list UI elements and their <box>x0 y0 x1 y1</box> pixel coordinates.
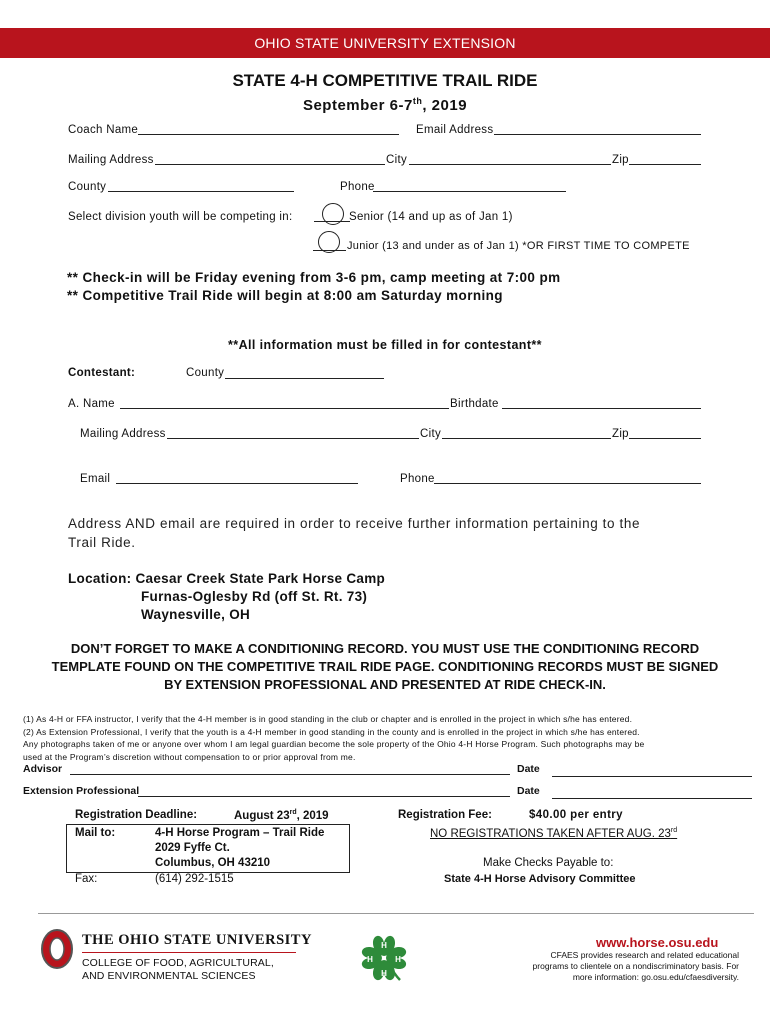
svg-text:H: H <box>395 955 401 964</box>
deadline-label: Registration Deadline: <box>75 809 198 821</box>
contestant-name-field[interactable] <box>120 408 449 409</box>
start-note: ** Competitive Trail Ride will begin at 8:00 am Saturday morning <box>67 288 503 303</box>
coach-mailing-label: Mailing Address <box>68 154 154 166</box>
contestant-zip-field[interactable] <box>629 438 701 439</box>
coach-phone-field[interactable] <box>373 191 566 192</box>
contestant-required-note: **All information must be filled in for contestant** <box>228 338 542 352</box>
coach-phone-label: Phone <box>340 181 375 193</box>
advisor-date-label: Date <box>517 763 540 775</box>
contestant-zip-label: Zip <box>612 428 629 440</box>
coach-zip-field[interactable] <box>629 164 701 165</box>
osu-block-o-logo <box>40 928 74 970</box>
four-h-clover-icon <box>358 932 410 984</box>
contestant-phone-field[interactable] <box>434 483 701 484</box>
extension-signature-field[interactable] <box>138 796 510 797</box>
advisor-label: Advisor <box>23 763 63 775</box>
contestant-name-label: A. Name <box>68 398 115 410</box>
coach-email-label: Email Address <box>416 124 494 136</box>
contestant-email-label: Email <box>80 473 111 485</box>
advisor-date-field[interactable] <box>552 776 752 777</box>
contestant-city-label: City <box>420 428 442 440</box>
senior-line <box>314 221 350 222</box>
college-name-line2: AND ENVIRONMENTAL SCIENCES <box>82 970 256 982</box>
contestant-mailing-label: Mailing Address <box>80 428 166 440</box>
extension-date-field[interactable] <box>552 798 752 799</box>
division-prompt: Select division youth will be competing in: <box>68 211 293 223</box>
contestant-city-field[interactable] <box>442 438 611 439</box>
verification-statement: (1) As 4-H or FFA instructor, I verify that the 4-H member is in good standing in the club or chapter and is enrolled in the project in which s/he has entered. (2) As Extension Professional, I verify that the youth is a 4-H member in good standing in the county and is enrolled in the project in which s/he has entered. Any photographs taken of me or anyone over whom I am legal guardian become the sole property of the Ohio 4-H Horse Program. Such photographs may be used at the Program’s discretion without compensation to or prior approval from me. <box>23 714 645 762</box>
address-note-continued: Trail Ride. <box>68 535 136 550</box>
footer-divider <box>38 913 754 914</box>
no-registrations-note: NO REGISTRATIONS TAKEN AFTER AUG. 23rd <box>430 827 678 840</box>
conditioning-warning: DON’T FORGET TO MAKE A CONDITIONING RECORD. YOU MUST USE THE CONDITIONING RECORD TEMPLATE FOUND ON THE COMPETITIVE TRAIL RIDE PAGE. CONDITIONING RECORDS MUST BE SIGNED BY EXTENSION PROFESSIONAL AND PRESENTED AT RIDE CHECK-IN. <box>51 641 719 692</box>
fax-number: (614) 292-1515 <box>155 873 234 885</box>
extension-banner: OHIO STATE UNIVERSITY EXTENSION <box>0 28 770 58</box>
page-title: STATE 4-H COMPETITIVE TRAIL RIDE <box>232 71 538 90</box>
coach-city-field[interactable] <box>409 164 611 165</box>
coach-county-label: County <box>68 181 107 193</box>
mail-to-label: Mail to: <box>75 827 116 839</box>
contestant-birthdate-field[interactable] <box>502 408 701 409</box>
fee-label: Registration Fee: <box>398 809 492 821</box>
extension-date-label: Date <box>517 785 540 797</box>
contestant-mailing-field[interactable] <box>167 438 419 439</box>
contestant-phone-label: Phone <box>400 473 435 485</box>
coach-county-field[interactable] <box>108 191 294 192</box>
college-name-line1: COLLEGE OF FOOD, AGRICULTURAL, <box>82 957 274 969</box>
coach-name-field[interactable] <box>138 134 399 135</box>
coach-mailing-field[interactable] <box>155 164 385 165</box>
payee: State 4-H Horse Advisory Committee <box>444 873 636 885</box>
checkin-note: ** Check-in will be Friday evening from 3-6 pm, camp meeting at 7:00 pm <box>67 270 561 285</box>
junior-line <box>313 250 346 251</box>
event-date: September 6-7th, 2019 <box>302 96 468 114</box>
contestant-county-field[interactable] <box>225 378 384 379</box>
mail-program: 4-H Horse Program – Trail Ride <box>155 827 325 839</box>
university-name: THE OHIO STATE UNIVERSITY <box>82 932 312 948</box>
extension-label: Extension Professional <box>23 785 140 797</box>
coach-name-label: Coach Name <box>68 124 139 136</box>
coach-city-label: City <box>386 154 408 166</box>
junior-option-label: Junior (13 and under as of Jan 1) *OR FIRST TIME TO COMPETE <box>347 240 690 252</box>
contestant-label: Contestant: <box>68 367 136 379</box>
location-city: Waynesville, OH <box>141 607 251 622</box>
fee-amount: $40.00 per entry <box>529 809 623 821</box>
address-note: Address AND email are required in order to receive further information pertaining to the <box>68 516 641 531</box>
fax-label: Fax: <box>75 873 98 885</box>
svg-text:H: H <box>381 941 387 950</box>
deadline-date: August 23rd, 2019 <box>234 809 329 822</box>
coach-zip-label: Zip <box>612 154 629 166</box>
contestant-county-label: County <box>186 367 225 379</box>
contestant-birthdate-label: Birthdate <box>450 398 499 410</box>
contestant-email-field[interactable] <box>116 483 358 484</box>
checks-payable-label: Make Checks Payable to: <box>483 857 614 869</box>
advisor-signature-field[interactable] <box>70 774 510 775</box>
svg-text:H: H <box>381 969 387 978</box>
location-label: Location: Caesar Creek State Park Horse Camp <box>68 571 386 586</box>
university-rule <box>82 952 296 953</box>
senior-option-label: Senior (14 and up as of Jan 1) <box>349 211 513 223</box>
location-road: Furnas-Oglesby Rd (off St. Rt. 73) <box>141 589 368 604</box>
mail-street: 2029 Fyffe Ct. <box>155 842 230 854</box>
horse-website-link[interactable]: www.horse.osu.edu <box>596 935 719 950</box>
svg-text:H: H <box>367 955 373 964</box>
coach-email-field[interactable] <box>494 134 701 135</box>
mail-city: Columbus, OH 43210 <box>155 857 271 869</box>
cfaes-statement: CFAES provides research and related educational programs to clientele on a nondiscriminatory basis. For more information: go.osu.edu/cfaesdiversity. <box>532 950 739 982</box>
